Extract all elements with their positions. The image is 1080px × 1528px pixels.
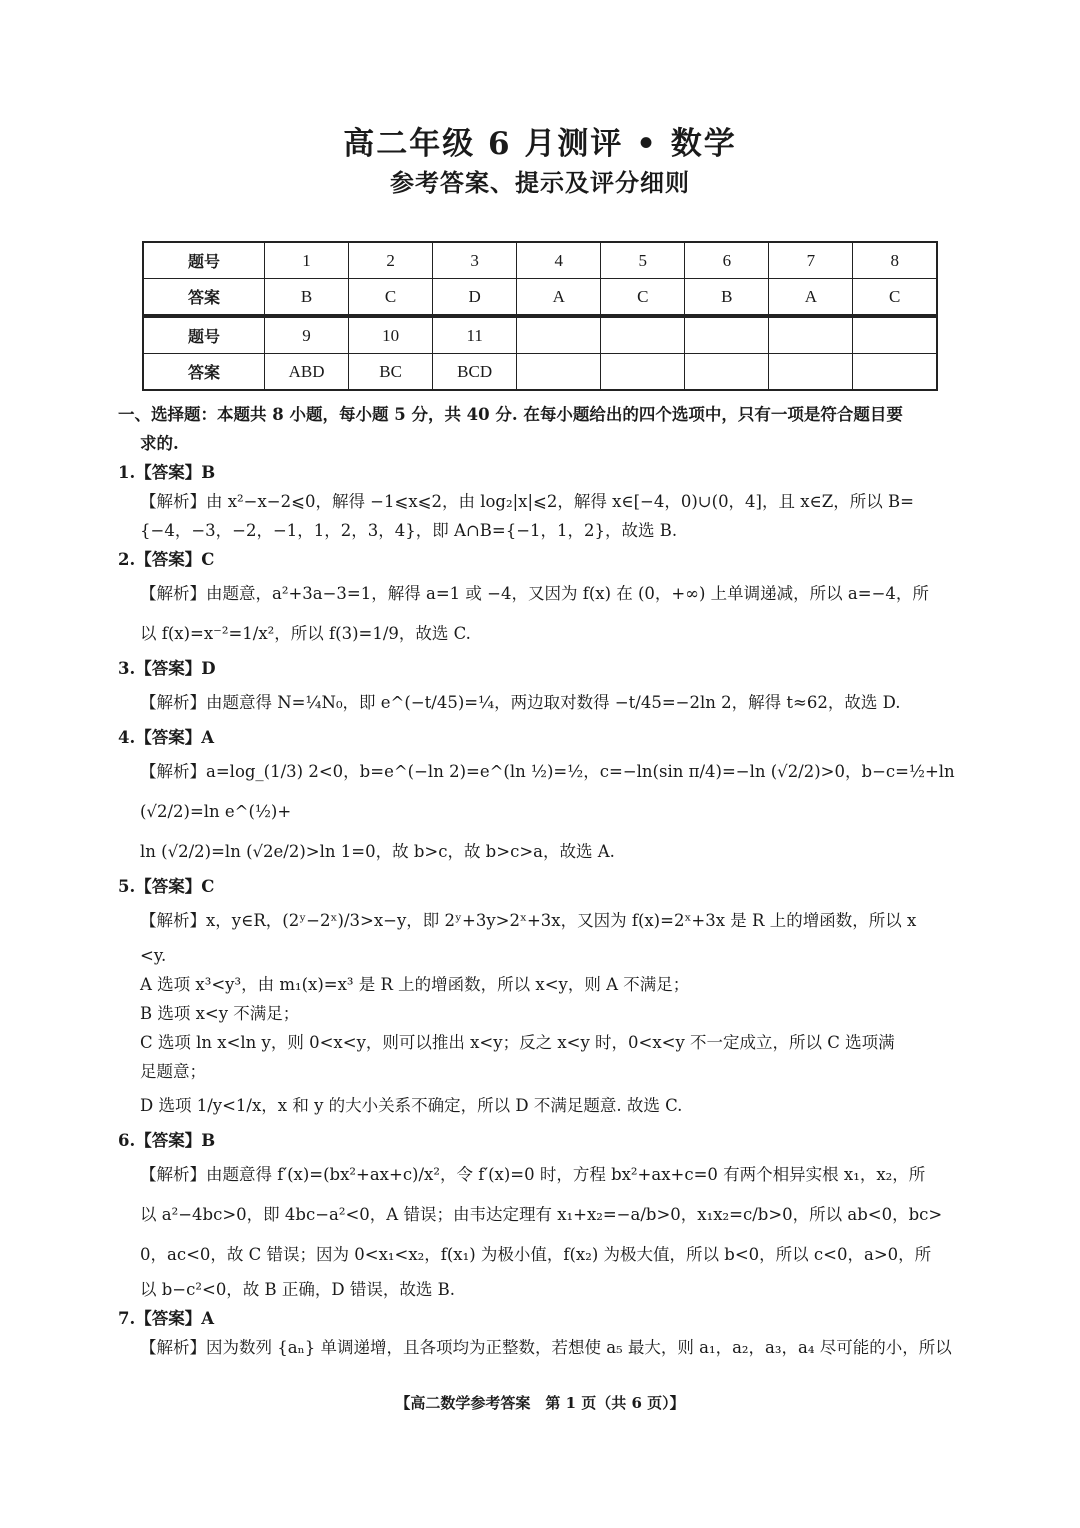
question-number-cell [517,317,601,354]
answer-cell [853,354,937,391]
answer-cell: C [349,279,433,316]
question-number-cell: 7 [769,242,853,279]
answer-table-1 [142,241,938,316]
question-number-cell: 11 [433,317,517,354]
table-header-cell: 答案 [143,354,265,391]
answer-cell: B [685,279,769,316]
answer-cell [601,354,685,391]
question-5-answer: 5.【答案】C [118,877,215,896]
table-row-answers [143,354,937,391]
question-5-explanation-line: C 选项 ln x<ln y，则 0<x<y，则可以推出 x<y；反之 x<y 时，0<x<y 不一定成立，所以 C 选项满 [140,1033,895,1052]
question-number-cell: 9 [265,317,349,354]
answer-cell [517,354,601,391]
answer-cell [769,354,853,391]
answer-cell: C [853,279,937,316]
question-5-explanation-line: A 选项 x³<y³，由 m₁(x)=x³ 是 R 上的增函数，所以 x<y，则 A 不满足； [140,975,690,994]
question-6-explanation-line: 以 a²−4bc>0，即 4bc−a²<0，A 错误；由韦达定理有 x₁+x₂=−a/b>0，x₁x₂=c/b>0，所以 ab<0，bc> [140,1205,943,1224]
answer-table-2 [142,316,938,391]
answer-cell: BC [349,354,433,391]
section-heading-continued: 求的. [140,434,179,453]
question-5-explanation-line: 足题意； [140,1062,206,1081]
table-header-cell: 题号 [143,317,265,354]
question-number-cell: 1 [265,242,349,279]
answer-cell: A [517,279,601,316]
question-3-explanation: 【解析】由题意得 N=¼N₀，即 e^(−t/45)=¼，两边取对数得 −t/45=−2ln 2，解得 t≈62，故选 D. [140,693,901,712]
answer-cell: D [433,279,517,316]
question-5-explanation-line: B 选项 x<y 不满足； [140,1004,300,1023]
page-subtitle: 参考答案、提示及评分细则 [390,168,690,197]
question-number-cell [853,317,937,354]
question-number-cell: 2 [349,242,433,279]
question-number-cell: 8 [853,242,937,279]
page-title: 高二年级 6 月测评 • 数学 [343,126,737,162]
question-4-explanation: 【解析】a=log_(1/3) 2<0，b=e^(−ln 2)=e^(ln ½)=½，c=−ln(sin π/4)=−ln (√2/2)>0，b−c=½+ln (√2/2)=ln e^(½)+ [140,762,955,821]
question-7-answer: 7.【答案】A [118,1309,215,1328]
question-1-answer: 1.【答案】B [118,463,216,482]
table-row-numbers [143,317,937,354]
answer-cell: A [769,279,853,316]
answer-cell: B [265,279,349,316]
question-1-explanation-line: {−4，−3，−2，−1，1，2，3，4}，即 A∩B={−1，1，2}，故选 B. [140,521,678,540]
question-5-explanation-line: D 选项 1/y<1/x，x 和 y 的大小关系不确定，所以 D 不满足题意. 故选 C. [140,1096,683,1115]
question-4-answer: 4.【答案】A [118,728,215,747]
table-header-cell: 答案 [143,279,265,316]
question-number-cell: 10 [349,317,433,354]
question-2-explanation-line: 以 f(x)=x⁻²=1/x²，所以 f(3)=1/9，故选 C. [140,624,471,643]
question-5-explanation-line: <y. [140,946,167,965]
question-6-explanation: 【解析】由题意得 f′(x)=(bx²+ax+c)/x²，令 f′(x)=0 时，方程 bx²+ax+c=0 有两个相异实根 x₁，x₂，所 [140,1165,926,1184]
question-number-cell: 3 [433,242,517,279]
question-6-explanation-line: 以 b−c²<0，故 B 正确，D 错误，故选 B. [140,1280,456,1299]
question-number-cell [601,317,685,354]
question-1-explanation: 【解析】由 x²−x−2⩽0，解得 −1⩽x⩽2，由 log₂|x|⩽2，解得 x∈[−4，0)∪(0，4]，且 x∈Z，所以 B= [140,492,914,511]
question-number-cell: 6 [685,242,769,279]
question-6-explanation-line: 0，ac<0，故 C 错误；因为 0<x₁<x₂，f(x₁) 为极小值，f(x₂) 为极大值，所以 b<0，所以 c<0，a>0，所 [140,1245,932,1264]
question-5-explanation: 【解析】x，y∈R，(2ʸ−2ˣ)/3>x−y，即 2ʸ+3y>2ˣ+3x，又因为 f(x)=2ˣ+3x 是 R 上的增函数，所以 x [140,911,917,930]
table-header-cell: 题号 [143,242,265,279]
question-number-cell [769,317,853,354]
question-7-explanation: 【解析】因为数列 {aₙ} 单调递增，且各项均为正整数，若想使 a₅ 最大，则 a₁，a₂，a₃，a₄ 尽可能的小，所以 [140,1338,952,1357]
question-number-cell [685,317,769,354]
answer-cell: C [601,279,685,316]
table-row-numbers [143,242,937,279]
answer-explanations [118,400,960,1362]
question-6-answer: 6.【答案】B [118,1131,216,1150]
question-number-cell: 5 [601,242,685,279]
table-row-answers [143,279,937,316]
answer-cell: BCD [433,354,517,391]
question-4-explanation-line: ln (√2/2)=ln (√2e/2)>ln 1=0，故 b>c，故 b>c>a，故选 A. [140,842,615,861]
question-3-answer: 3.【答案】D [118,659,216,678]
page-footer: 【高二数学参考答案 第 1 页（共 6 页）】 [395,1394,685,1412]
answer-cell: ABD [265,354,349,391]
section-heading: 一、选择题：本题共 8 小题，每小题 5 分，共 40 分. 在每小题给出的四个选项中，只有一项是符合题目要 [118,405,903,424]
question-number-cell: 4 [517,242,601,279]
answer-cell [685,354,769,391]
question-2-answer: 2.【答案】C [118,550,215,569]
question-2-explanation: 【解析】由题意，a²+3a−3=1，解得 a=1 或 −4，又因为 f(x) 在 (0，+∞) 上单调递减，所以 a=−4，所 [140,584,929,603]
